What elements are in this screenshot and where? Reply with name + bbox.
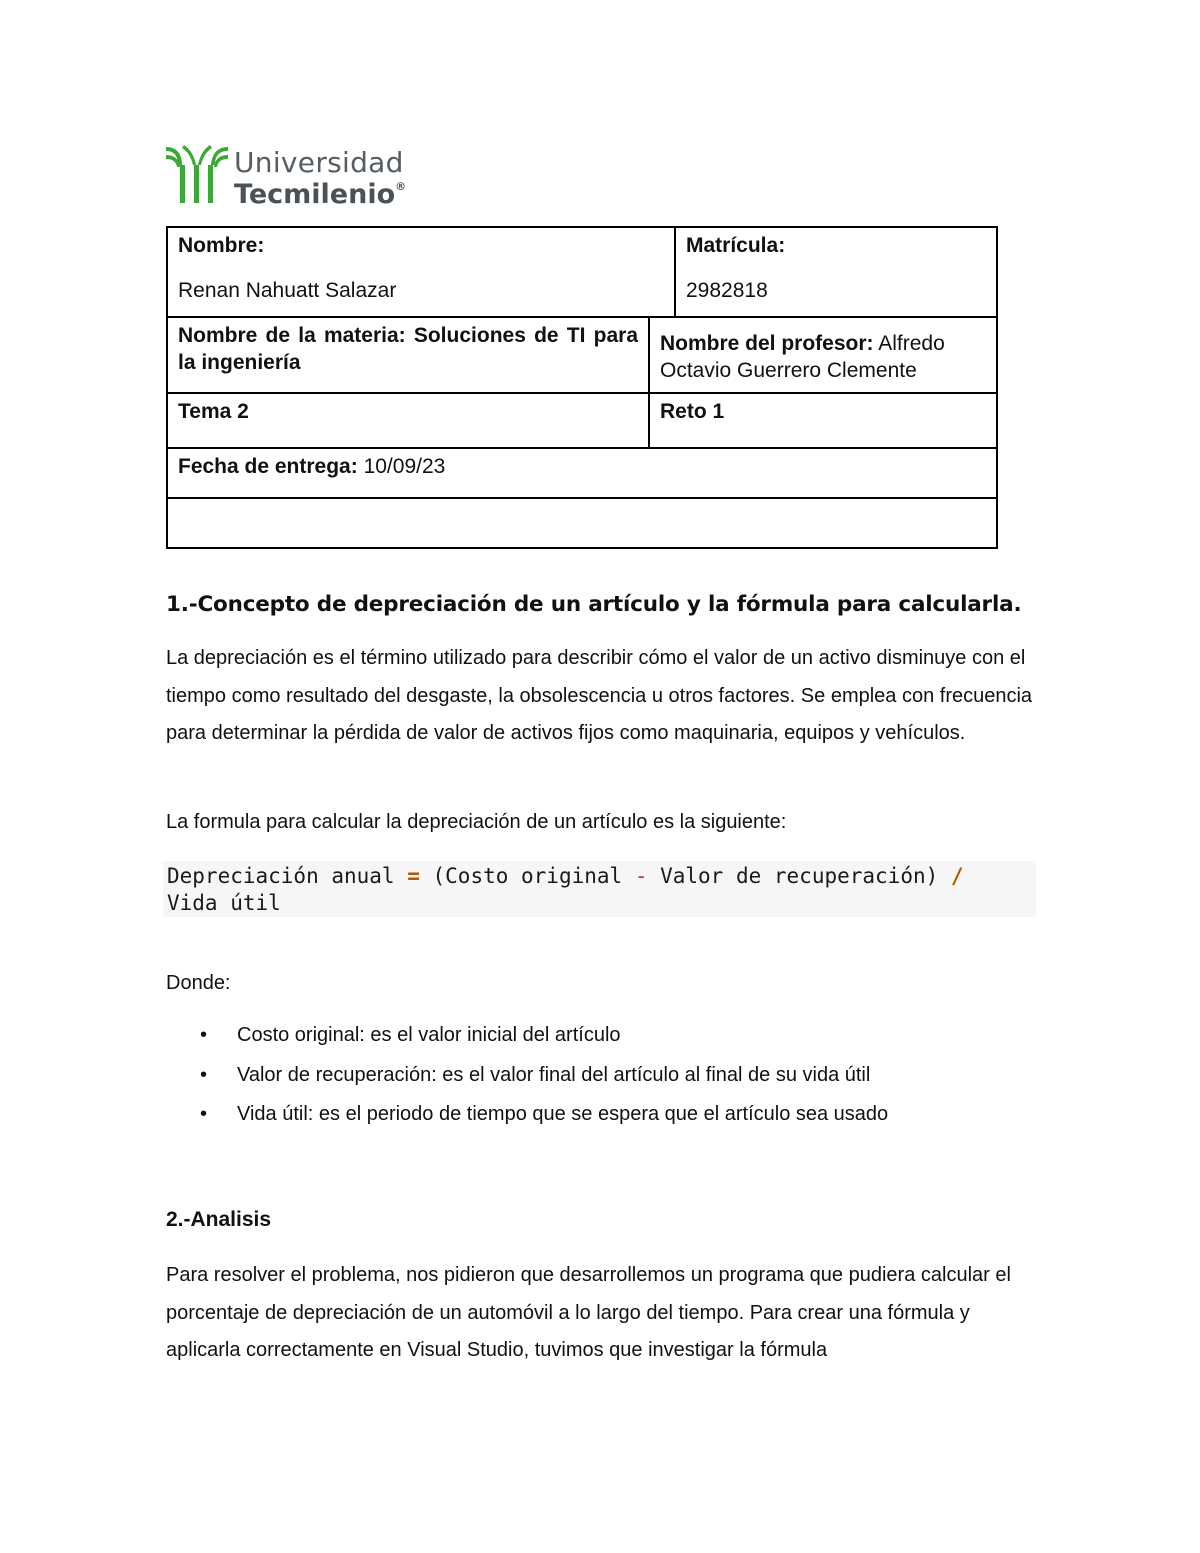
list-item: • Valor de recuperación: es el valor final del artículo al final de su vida útil xyxy=(200,1056,888,1096)
materia-cell: Nombre de la materia: Soluciones de TI para la ingeniería xyxy=(178,324,638,374)
student-info-table xyxy=(166,226,998,549)
reto-cell: Reto 1 xyxy=(660,400,725,423)
donde-label: Donde: xyxy=(166,972,231,994)
bullet-icon: • xyxy=(200,1024,208,1046)
code-op-equals: = xyxy=(407,864,420,888)
university-logo xyxy=(166,143,407,210)
matricula-value: 2982818 xyxy=(686,279,768,302)
fecha-cell xyxy=(168,449,996,497)
bullet-icon: • xyxy=(200,1063,208,1086)
logo-wordmark xyxy=(234,146,407,210)
code-part4: Vida útil xyxy=(167,891,281,915)
list-item: • Vida útil: es el periodo de tiempo que se espera que el artículo sea usado xyxy=(200,1095,888,1135)
nombre-cell xyxy=(168,228,674,316)
nombre-value: Renan Nahuatt Salazar xyxy=(178,279,397,302)
logo-tecmilenio: Tecmilenio® xyxy=(234,179,407,210)
fecha-value: 10/09/23 xyxy=(357,455,446,478)
logo-universidad: Universidad xyxy=(234,146,404,179)
matricula-label: Matrícula: xyxy=(686,234,786,257)
code-op-divide: / xyxy=(950,864,964,888)
formula-code-block xyxy=(163,861,1036,917)
code-part2: (Costo original xyxy=(419,864,635,888)
tema-cell: Tema 2 xyxy=(178,400,249,423)
section2-paragraph: Para resolver el problema, nos pidieron que desarrollemos un programa que pudiera calcular el porcentaje de depreciación de un automóvil a lo largo del tiempo. Para crear una fórmula y aplicarla correctamente en Visual Studio, tuvimos que investigar la fórmula xyxy=(166,1264,1011,1361)
profesor-label: Nombre del profesor: xyxy=(660,332,874,355)
profesor-cell xyxy=(650,326,996,392)
fecha-label: Fecha de entrega: xyxy=(178,455,358,478)
empty-cell xyxy=(168,499,996,547)
nombre-label: Nombre: xyxy=(178,234,265,257)
section1-paragraph2: La formula para calcular la depreciación de un artículo es la siguiente: xyxy=(166,811,787,833)
profesor-value: Alfredo Octavio Guerrero Clemente xyxy=(660,332,945,382)
definitions-list xyxy=(200,1016,888,1135)
list-item: • Costo original: es el valor inicial del artículo xyxy=(200,1016,888,1056)
code-part1: Depreciación anual xyxy=(167,864,408,888)
section1-heading: 1.-Concepto de depreciación de un artículo y la fórmula para calcularla. xyxy=(166,592,1022,617)
tecmilenio-leaf-icon xyxy=(166,143,228,205)
section1-paragraph1: La depreciación es el término utilizado para describir cómo el valor de un activo disminuye con el tiempo como resultado del desgaste, la obsolescencia u otros factores. Se emplea con frecuencia para determinar la pérdida de valor de activos fijos como maquinaria, equipos y vehículos. xyxy=(166,647,1033,744)
matricula-cell xyxy=(676,228,996,316)
section2-heading: 2.-Analisis xyxy=(166,1208,272,1231)
bullet-icon: • xyxy=(200,1103,208,1125)
code-op-minus: - xyxy=(634,864,648,888)
code-part3: Valor de recuperación) xyxy=(647,864,951,888)
